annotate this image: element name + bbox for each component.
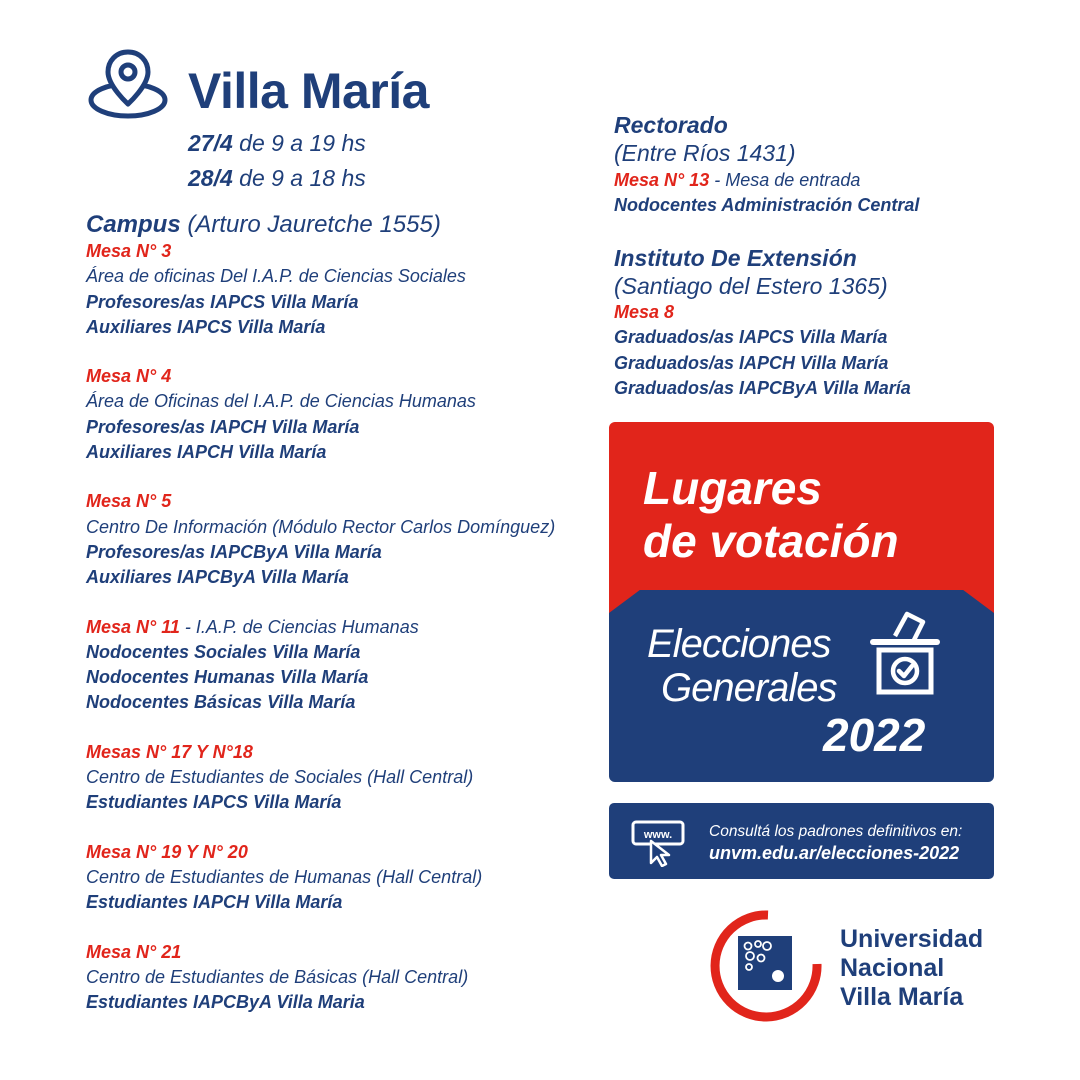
- elections-card: [609, 422, 994, 782]
- voter-group: Auxiliares IAPCByA Villa María: [86, 567, 349, 588]
- voter-group: Nodocentes Administración Central: [614, 195, 920, 215]
- mesa-location: Centro de Estudiantes de Humanas (Hall Central): [86, 866, 483, 887]
- logo-text-line: Nacional: [840, 954, 945, 982]
- mesa-block: [86, 940, 606, 1016]
- voter-group: Profesores/as IAPCH Villa María: [86, 416, 360, 437]
- logo-text-line: Villa María: [840, 983, 964, 1011]
- voter-group: Graduados/as IAPCS Villa María: [614, 327, 888, 347]
- voter-group: Auxiliares IAPCS Villa María: [86, 316, 326, 337]
- mesa-label: Mesa N° 3: [86, 241, 172, 261]
- mesa-block: [86, 615, 606, 716]
- consult-text: Consultá los padrones definitivos en:: [709, 823, 963, 840]
- voter-group: Estudiantes IAPCH Villa María: [86, 892, 343, 913]
- mesa-label: Mesa N° 5: [86, 491, 172, 512]
- mesa-location: Área de oficinas Del I.A.P. de Ciencias Sociales: [86, 266, 466, 287]
- voter-group: Nodocentes Sociales Villa María: [86, 641, 361, 662]
- voter-group: Nodocentes Básicas Villa María: [86, 692, 356, 713]
- voter-group: Nodocentes Humanas Villa María: [86, 667, 369, 688]
- www-cursor-icon: [631, 819, 685, 867]
- rectorado-title: Rectorado: [614, 112, 728, 138]
- mesa-block: [86, 489, 606, 590]
- mesa-label: Mesas N° 17 Y N°18: [86, 741, 253, 762]
- voter-group: Auxiliares IAPCH Villa María: [86, 442, 327, 463]
- mesa-location: Área de Oficinas del I.A.P. de Ciencias Humanas: [86, 391, 476, 412]
- mesa-block: [86, 840, 606, 916]
- www-label: www.: [643, 829, 673, 841]
- rectorado-address: (Entre Ríos 1431): [614, 140, 796, 166]
- logo-text-line: Universidad: [840, 925, 984, 953]
- card-year: 2022: [823, 709, 926, 761]
- voter-group: Profesores/as IAPCS Villa María: [86, 291, 359, 312]
- mesa-location: Centro De Información (Módulo Rector Carlos Domínguez): [86, 516, 556, 537]
- mesa-location: Centro de Estudiantes de Básicas (Hall Central): [86, 966, 469, 987]
- page-title: Villa María: [188, 63, 429, 119]
- mesa-location: Centro de Estudiantes de Sociales (Hall Central): [86, 767, 474, 788]
- card-elecciones: Elecciones: [647, 622, 831, 666]
- mesa-label: Mesa 8: [614, 302, 675, 322]
- card-headline: Lugares de votación: [643, 462, 899, 567]
- mesa-block: [86, 740, 606, 816]
- mesa-label: Mesa N° 4: [86, 366, 172, 387]
- voter-group: Graduados/as IAPCByA Villa María: [614, 378, 911, 398]
- rectorado-mesa-line: Mesa N° 13 - Mesa de entrada: [614, 170, 861, 190]
- card-generales: Generales: [661, 666, 837, 710]
- ballot-box-icon: [865, 608, 945, 700]
- voter-group: Estudiantes IAPCS Villa María: [86, 792, 342, 813]
- instituto-address: (Santiago del Estero 1365): [614, 273, 888, 299]
- mesa-block: [86, 239, 606, 340]
- date-line: 28/4 de 9 a 18 hs: [188, 165, 366, 191]
- date-line: 27/4 de 9 a 19 hs: [188, 130, 366, 156]
- voter-group: Graduados/as IAPCH Villa María: [614, 353, 889, 373]
- mesa-label: Mesa N° 19 Y N° 20: [86, 841, 248, 862]
- consult-url-link[interactable]: unvm.edu.ar/elecciones-2022: [709, 843, 960, 863]
- campus-heading: Campus (Arturo Jauretche 1555): [86, 211, 441, 238]
- mesa-label: Mesa N° 21: [86, 941, 182, 962]
- campus-section: [86, 211, 606, 1039]
- unvm-logo-icon: [706, 906, 826, 1026]
- instituto-title: Instituto De Extensión: [614, 245, 857, 271]
- mesa-block: [86, 364, 606, 465]
- mesa-label-line: Mesa N° 11 - I.A.P. de Ciencias Humanas: [86, 616, 419, 637]
- voter-group: Profesores/as IAPCByA Villa María: [86, 541, 382, 562]
- voter-group: Estudiantes IAPCByA Villa Maria: [86, 992, 365, 1013]
- consult-banner[interactable]: [609, 803, 994, 879]
- location-pin-icon: [88, 46, 180, 124]
